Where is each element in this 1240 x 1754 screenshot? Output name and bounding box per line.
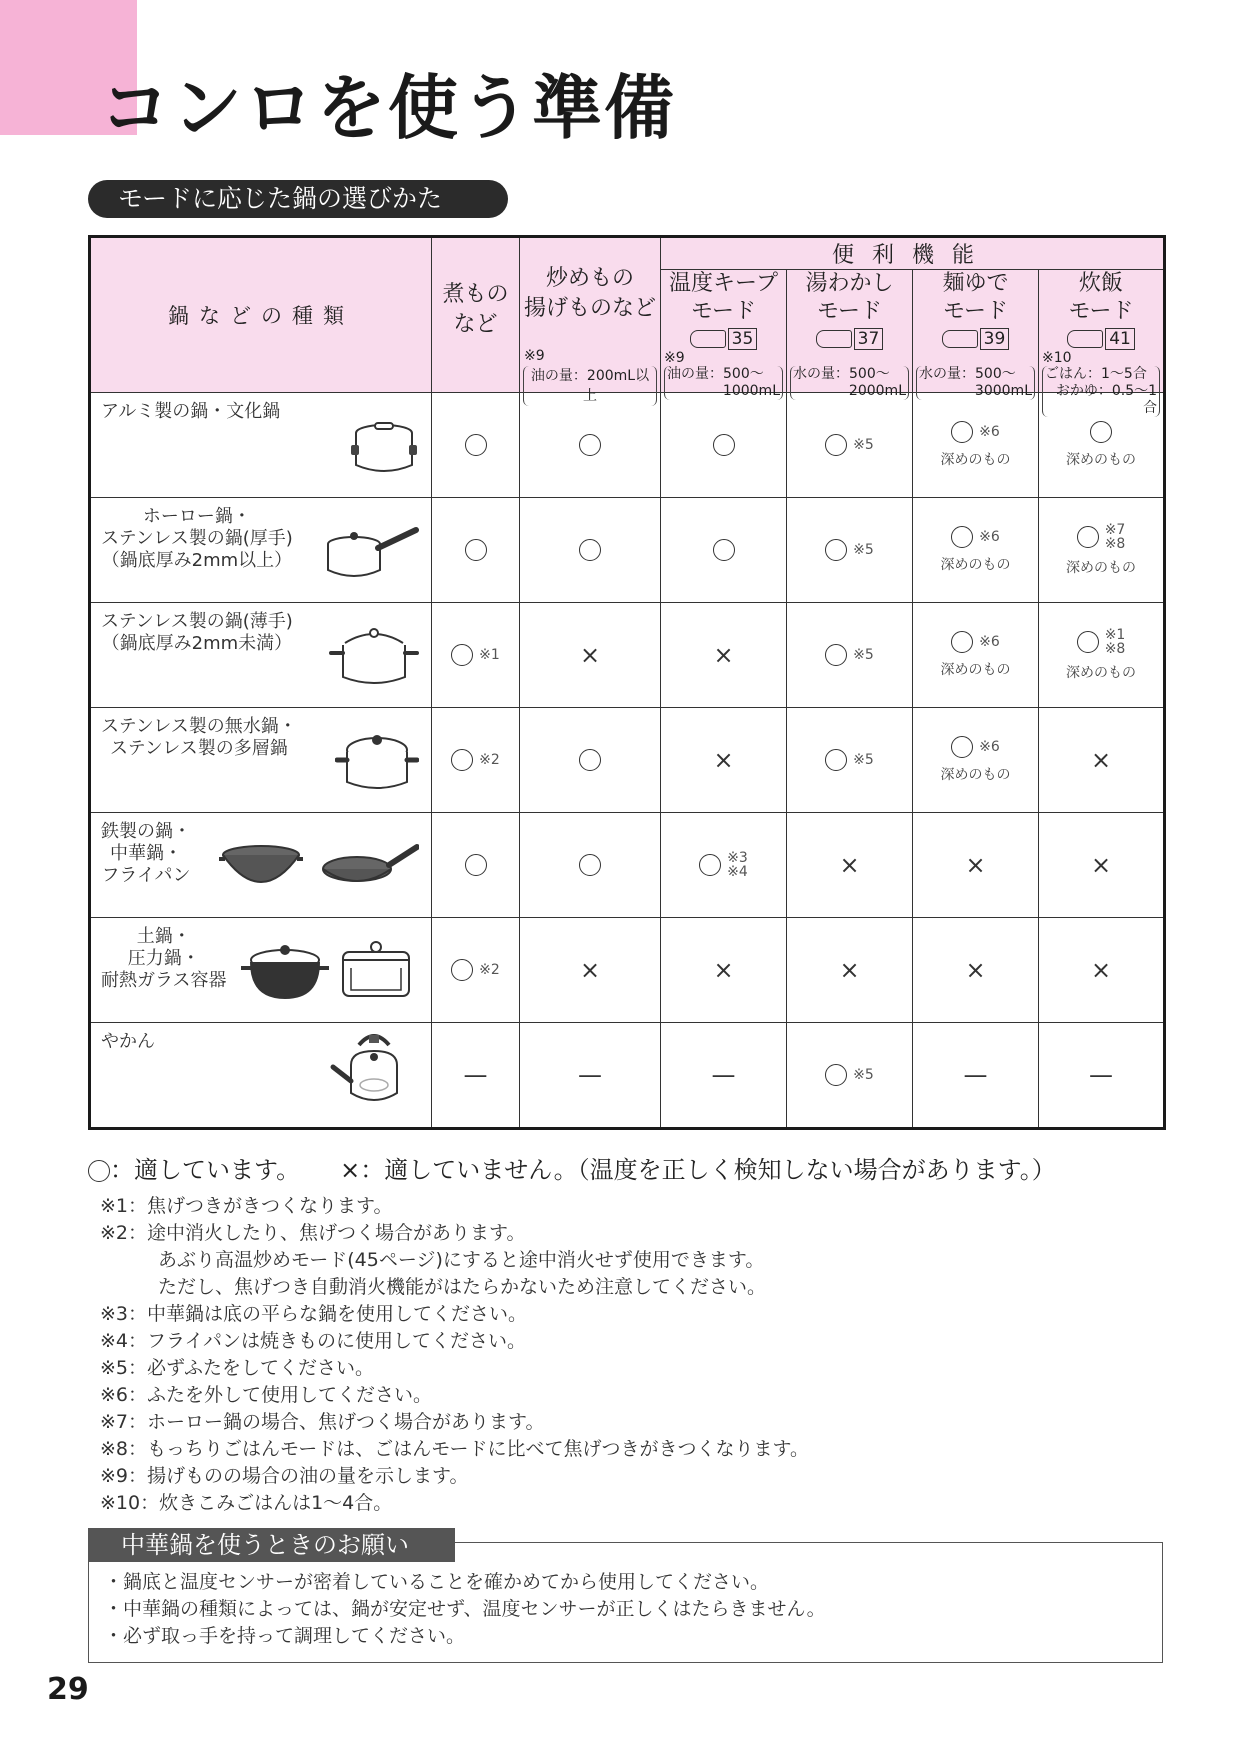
mode-title: 湯わかし モード [805,271,894,324]
table-row [90,708,1165,813]
suitability-cell [661,918,787,1023]
wok-and-frypan-icon [219,839,419,903]
header-pot-type: 鍋などの種類 [90,237,432,393]
footnote-line: ※9：揚げものの場合の油の量を示します。 [100,1465,469,1487]
suitability-cell [1039,393,1165,498]
page-title: コンロを使う準備 [100,67,676,149]
suitability-cell [787,393,913,498]
footnote-line: ただし、焦げつき自動消火機能がはたらかないため注意してください。 [158,1276,767,1298]
suitability-cell [432,393,520,498]
suitability-cell [432,813,520,918]
footnote-ref: ※6 [979,634,1000,650]
suitable-circle-icon [579,434,601,456]
unsuitable-cross-icon: × [839,851,860,879]
pot-type-label: やかん [101,1031,155,1052]
unsuitable-cross-icon: × [965,851,986,879]
footnote-ref: ※6 [979,739,1000,755]
cell-remark: 深めのもの [1066,560,1136,576]
suitable-circle-icon [951,631,973,653]
suitable-circle-icon [465,854,487,876]
footnote-ref: ※1 ※8 [1104,627,1126,657]
table-row [90,603,1165,708]
cell-remark: 深めのもの [940,557,1011,573]
mode-note-line2: 2000mL [848,383,906,399]
mode-note-line2: 3000mL [974,383,1032,399]
pot-type-cell [90,708,432,813]
mode-note-line2: 1000mL [722,383,780,399]
suitable-circle-icon [465,539,487,561]
mode-note-line2: おかゆ：0.5～1合 [1055,383,1158,416]
pointing-hand-icon [816,330,852,348]
pot-type-cell [90,603,432,708]
footnote-ref: ※5 [853,542,874,558]
footnote-line: ※3：中華鍋は底の平らな鍋を使用してください。 [100,1303,528,1325]
suitability-cell [913,708,1039,813]
section-heading: モードに応じた鍋の選びかた [88,180,508,218]
suitability-cell [787,708,913,813]
suitable-circle-icon [465,434,487,456]
footnote-line: ※10：炊きこみごはんは1～4合。 [100,1492,393,1514]
footnote-ref: ※3 ※4 [727,850,748,880]
suitability-cell [787,1023,913,1129]
page-ref-number: 39 [980,328,1010,350]
suitable-circle-icon [825,749,847,771]
mode-note-line1: 水の量：500～ [919,366,1016,382]
page-number: 29 [47,1672,89,1707]
suitability-cell [520,603,661,708]
suitability-cell [520,498,661,603]
suitable-circle-icon [451,959,473,981]
cell-remark: 深めのもの [940,662,1011,678]
suitability-cell [661,1023,787,1129]
mode-title: 炊飯 モード [1068,271,1134,324]
footnotes [100,1193,809,1517]
pot-type-cell [90,813,432,918]
pot-type-cell [90,1023,432,1129]
suitable-circle-icon [825,644,847,666]
page-ref-number: 35 [728,328,758,350]
suitability-cell [913,813,1039,918]
suitability-cell [1039,708,1165,813]
unsuitable-cross-icon: × [1090,851,1112,879]
mode-note-line1: 油の量：500～ [667,366,764,382]
note-list [104,1569,826,1650]
footnote-line: ※1：焦げつきがきつくなります。 [100,1195,393,1217]
header-mode-2 [913,270,1039,399]
circle-mark-icon [88,1160,110,1182]
suitability-cell [520,1023,661,1129]
suitable-circle-icon [699,854,721,876]
footnote-ref: ※2 [479,962,500,978]
unsuitable-cross-icon: × [713,641,734,669]
footnote-ref: ※6 [979,424,1000,440]
footnote-line: ※6：ふたを外して使用してください。 [100,1384,433,1406]
header-mode-3 [1039,270,1165,416]
header-itame: 炒めもの 揚げものなど ※9 油の量：200mL以上 [520,237,661,393]
pot-type-label: ホーロー鍋・ ステンレス製の鍋(厚手) （鍋底厚み2mm以上） [101,506,293,571]
page-ref [1039,328,1163,350]
unsuitable-cross-icon: × [1090,746,1112,774]
footnote-line: ※4：フライパンは焼きものに使用してください。 [100,1330,527,1352]
pointing-hand-icon [942,330,978,348]
enamel-saucepan-icon [324,524,419,588]
table-row [90,1023,1165,1129]
footnote-ref: ※5 [853,437,874,453]
aluminum-pot-icon [349,419,419,483]
pot-type-label: 土鍋・ 圧力鍋・ 耐熱ガラス容器 [101,926,227,991]
footnote-ref: ※2 [479,752,500,768]
unsuitable-cross-icon: × [713,956,734,984]
cell-remark: 深めのもの [940,767,1011,783]
mode-title: 温度キープ モード [669,271,778,324]
footnote-line: ※5：必ずふたをしてください。 [100,1357,375,1379]
suitability-cell [432,918,520,1023]
suitable-circle-icon [579,854,601,876]
pot-compatibility-table [88,235,1166,1130]
suitability-cell [432,1023,520,1129]
suitable-circle-icon [1090,421,1112,443]
pot-type-label: 鉄製の鍋・ 中華鍋・ フライパン [101,821,191,886]
page-ref-number: 37 [854,328,884,350]
suitability-cell [1039,918,1165,1023]
footnote-line: ※2：途中消火したり、焦げつく場合があります。 [100,1222,526,1244]
suitable-circle-icon [579,539,601,561]
note-title: 中華鍋を使うときのお願い [88,1528,455,1562]
suitability-cell [432,603,520,708]
footnote-line: ※8：もっちりごはんモードは、ごはんモードに比べて焦げつきがきつくなります。 [100,1438,809,1460]
footnote-ref: ※5 [853,752,874,768]
suitability-cell [787,498,913,603]
suitability-cell [432,708,520,813]
cell-remark: 深めのもの [1066,665,1136,681]
suitable-circle-icon [825,539,847,561]
suitable-circle-icon [825,434,847,456]
pointing-hand-icon [1067,330,1103,348]
waterless-pot-icon [335,728,419,798]
footnote-line: ※7：ホーロー鍋の場合、焦げつく場合があります。 [100,1411,545,1433]
header-convenience-functions: 便利機能 [661,237,1165,270]
table-row [90,498,1165,603]
footnote-ref: ※6 [979,529,1000,545]
cell-remark: 深めのもの [940,452,1011,468]
unsuitable-cross-icon: × [713,746,734,774]
suitable-circle-icon [951,526,973,548]
table-row [90,918,1165,1023]
not-applicable-dash-icon: — [711,1061,736,1089]
not-applicable-dash-icon: — [463,1061,488,1089]
suitability-cell [432,498,520,603]
suitable-circle-icon [451,749,473,771]
stainless-pot-icon [329,627,419,693]
legend: ：適しています。 ×：適していません。（温度を正しく検知しない場合があります。） [88,1150,1056,1185]
not-applicable-dash-icon: — [963,1061,988,1089]
mode-note-line1: 水の量：500～ [793,366,890,382]
suitable-circle-icon [1077,631,1099,653]
suitable-circle-icon [713,434,735,456]
unsuitable-cross-icon: × [1090,956,1112,984]
suitability-cell [1039,498,1165,603]
suitable-circle-icon [451,644,473,666]
pot-type-cell [90,393,432,498]
suitable-circle-icon [1077,526,1099,548]
unsuitable-cross-icon: × [965,956,986,984]
suitability-cell [661,498,787,603]
pot-type-label: ステンレス製の鍋(薄手) （鍋底厚み2mm未満） [101,611,293,654]
cell-remark: 深めのもの [1066,452,1136,468]
suitability-cell [1039,813,1165,918]
suitability-cell [1039,603,1165,708]
page-ref-number: 41 [1105,328,1135,350]
footnote-ref: ※5 [853,1067,874,1083]
kettle-icon [329,1029,419,1113]
table-row [90,813,1165,918]
suitable-circle-icon [951,421,973,443]
header-mode-0 [661,270,787,399]
page-ref [913,328,1038,350]
suitability-cell [661,708,787,813]
not-applicable-dash-icon: — [578,1061,602,1089]
note-item: ・中華鍋の種類によっては、鍋が安定せず、温度センサーが正しくはたらきません。 [104,1598,826,1620]
header-nimono: 煮もの など [432,237,520,393]
suitability-cell [520,393,661,498]
footnote-ref: ※7 ※8 [1104,522,1126,552]
suitability-cell [520,918,661,1023]
unsuitable-cross-icon: × [579,956,601,984]
suitability-cell [787,603,913,708]
unsuitable-cross-icon: × [839,956,860,984]
clay-and-glass-pot-icon [239,938,419,1008]
footnote-ref: ※1 [479,647,500,663]
unsuitable-cross-icon: × [579,641,601,669]
pot-type-label: アルミ製の鍋・文化鍋 [101,401,281,422]
mode-note-number: ※9 [664,350,685,366]
pointing-hand-icon [690,330,726,348]
note-item: ・必ず取っ手を持って調理してください。 [104,1625,466,1647]
suitability-cell [1039,1023,1165,1129]
pot-type-cell [90,918,432,1023]
suitability-cell [913,393,1039,498]
suitable-circle-icon [825,1064,847,1086]
suitability-cell [913,498,1039,603]
suitability-cell [913,603,1039,708]
note-item: ・鍋底と温度センサーが密着していることを確かめてから使用してください。 [104,1571,770,1593]
suitability-cell [520,813,661,918]
suitability-cell [787,918,913,1023]
pot-type-label: ステンレス製の無水鍋・ ステンレス製の多層鍋 [101,716,297,759]
table-row [90,393,1165,498]
suitability-cell [661,603,787,708]
suitability-cell [661,813,787,918]
footnote-ref: ※5 [853,647,874,663]
mode-title: 麺ゆで モード [942,271,1009,324]
suitability-cell [661,393,787,498]
not-applicable-dash-icon: — [1089,1061,1113,1089]
suitability-cell [913,918,1039,1023]
suitability-cell [913,1023,1039,1129]
suitability-cell [787,813,913,918]
mode-note-number: ※10 [1042,350,1072,366]
header-mode-1 [787,270,913,399]
mode-note-line1: ごはん：1～5合 [1045,366,1147,382]
suitability-cell [520,708,661,813]
footnote-line: あぶり高温炒めモード(45ページ)にすると途中消火せず使用できます。 [158,1249,765,1271]
suitable-circle-icon [713,539,735,561]
pot-type-cell [90,498,432,603]
suitable-circle-icon [951,736,973,758]
page-ref [661,328,786,350]
page-ref [787,328,912,350]
suitable-circle-icon [579,749,601,771]
